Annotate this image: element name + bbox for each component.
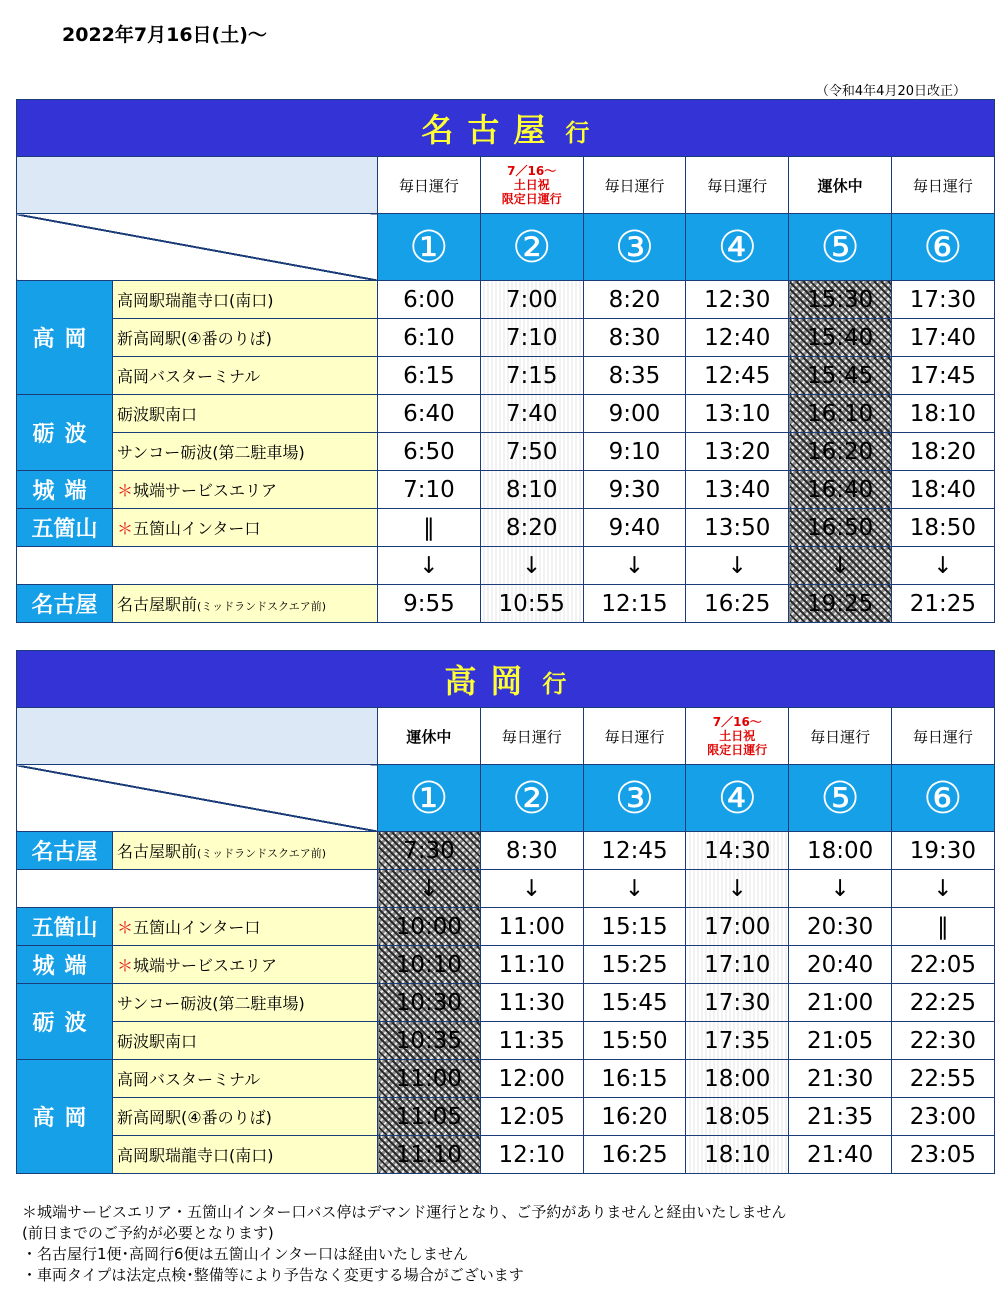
departure-time: 10:10 xyxy=(378,946,481,984)
header-blank xyxy=(17,157,378,214)
stop-label: 名古屋駅前 xyxy=(117,595,198,614)
trip-number-label: ⑤ xyxy=(820,772,860,824)
trip-number-label: ② xyxy=(511,772,552,824)
stop-label: 高岡バスターミナル xyxy=(117,1070,261,1089)
stop-name xyxy=(113,1136,378,1174)
demand-mark: ＊ xyxy=(117,956,134,975)
operation-status-line: 限定日運行 xyxy=(707,743,768,757)
departure-time: 7:40 xyxy=(480,395,583,433)
departure-time: 16:25 xyxy=(686,585,789,623)
departure-time: 16:40 xyxy=(789,471,892,509)
departure-time: 9:40 xyxy=(583,509,686,547)
stop-label: サンコー砺波(第二駐車場) xyxy=(117,994,305,1013)
departure-time: 16:20 xyxy=(789,433,892,471)
operation-status: 毎日運行 xyxy=(583,708,686,765)
departure-time: ↓ xyxy=(583,547,686,585)
departure-time: ↓ xyxy=(789,547,892,585)
departure-time: 19:30 xyxy=(891,832,994,870)
departure-time: 18:10 xyxy=(891,395,994,433)
departure-time: 10:30 xyxy=(378,984,481,1022)
departure-time: 22:05 xyxy=(891,946,994,984)
stop-name xyxy=(113,585,378,623)
departure-time: 11:00 xyxy=(480,908,583,946)
departure-time: 8:20 xyxy=(480,509,583,547)
departure-time: ↓ xyxy=(891,547,994,585)
trip-number-label: ③ xyxy=(614,221,655,273)
departure-time: ↓ xyxy=(686,547,789,585)
stop-name xyxy=(113,946,378,984)
departure-time: ↓ xyxy=(480,870,583,908)
departure-time: 12:05 xyxy=(480,1098,583,1136)
departure-time: 18:50 xyxy=(891,509,994,547)
departure-time: 9:30 xyxy=(583,471,686,509)
timetable-row xyxy=(17,433,995,471)
area-label: 高岡 xyxy=(17,1060,113,1174)
trip-number xyxy=(789,765,892,832)
timetable-row xyxy=(17,832,995,870)
trip-number-label: ① xyxy=(409,772,449,824)
demand-mark: ＊ xyxy=(117,519,134,538)
departure-time: 9:10 xyxy=(583,433,686,471)
departure-time: 12:00 xyxy=(480,1060,583,1098)
operation-status xyxy=(480,157,583,214)
title-destination: 名古屋 xyxy=(421,111,560,149)
departure-time: ↓ xyxy=(480,547,583,585)
area-label: 高岡 xyxy=(17,281,113,395)
trip-number xyxy=(891,765,994,832)
departure-time: 9:55 xyxy=(378,585,481,623)
area-label: 砺波 xyxy=(17,984,113,1060)
area-label: 名古屋 xyxy=(17,585,113,623)
departure-time: 17:30 xyxy=(891,281,994,319)
area-label xyxy=(17,547,378,585)
departure-time: 23:00 xyxy=(891,1098,994,1136)
departure-time: 6:15 xyxy=(378,357,481,395)
note-line: ＊城端サービスエリア・五箇山インター口バス停はデマンド運行となり、ご予約がありませんと経由いたしません xyxy=(22,1203,787,1221)
departure-time: 6:00 xyxy=(378,281,481,319)
demand-mark: ＊ xyxy=(117,481,134,500)
operation-status: 毎日運行 xyxy=(583,157,686,214)
timetable-row xyxy=(17,1098,995,1136)
area-label: 城端 xyxy=(17,471,113,509)
departure-time: 7:30 xyxy=(378,832,481,870)
departure-time: 16:15 xyxy=(583,1060,686,1098)
departure-time: 11:10 xyxy=(378,1136,481,1174)
departure-time: 22:25 xyxy=(891,984,994,1022)
timetable-nagoya-bound xyxy=(16,99,995,623)
title-suffix: 行 xyxy=(565,119,590,147)
departure-time: 20:30 xyxy=(789,908,892,946)
departure-time: 8:35 xyxy=(583,357,686,395)
departure-time: 21:25 xyxy=(891,585,994,623)
departure-time: 16:50 xyxy=(789,509,892,547)
arrow-row xyxy=(17,547,995,585)
timetable-row xyxy=(17,908,995,946)
departure-time: 17:45 xyxy=(891,357,994,395)
header-diagonal xyxy=(17,214,378,281)
trip-number-label: ⑤ xyxy=(820,221,860,273)
timetable-row xyxy=(17,1060,995,1098)
departure-time: 7:00 xyxy=(480,281,583,319)
stop-label: 新高岡駅(④番のりば) xyxy=(117,329,272,348)
departure-time: 18:05 xyxy=(686,1098,789,1136)
trip-number-label: ① xyxy=(409,221,449,273)
departure-time: 6:10 xyxy=(378,319,481,357)
departure-time: 18:10 xyxy=(686,1136,789,1174)
departure-time: ↓ xyxy=(789,870,892,908)
trip-number-label: ③ xyxy=(614,772,655,824)
departure-time: 8:20 xyxy=(583,281,686,319)
departure-time: 12:15 xyxy=(583,585,686,623)
area-label: 砺波 xyxy=(17,395,113,471)
departure-time: 15:40 xyxy=(789,319,892,357)
stop-label: 名古屋駅前 xyxy=(117,842,198,861)
departure-time: 11:05 xyxy=(378,1098,481,1136)
header-blank xyxy=(17,708,378,765)
stop-label: 高岡バスターミナル xyxy=(117,367,261,386)
departure-time: 23:05 xyxy=(891,1136,994,1174)
trip-number xyxy=(583,214,686,281)
stop-name xyxy=(113,1098,378,1136)
departure-time: 8:30 xyxy=(583,319,686,357)
table-title xyxy=(17,100,995,157)
operation-status-line: 限定日運行 xyxy=(501,192,562,206)
stop-name xyxy=(113,281,378,319)
operation-status: 毎日運行 xyxy=(378,157,481,214)
departure-time: 8:10 xyxy=(480,471,583,509)
operation-status: 毎日運行 xyxy=(891,708,994,765)
table-title xyxy=(17,651,995,708)
operation-status: 毎日運行 xyxy=(789,708,892,765)
trip-number xyxy=(480,765,583,832)
timetable-row xyxy=(17,1136,995,1174)
departure-time: 9:00 xyxy=(583,395,686,433)
departure-time: 15:15 xyxy=(583,908,686,946)
timetable-row xyxy=(17,946,995,984)
trip-number xyxy=(378,214,481,281)
departure-time: 15:45 xyxy=(583,984,686,1022)
departure-time: 10:35 xyxy=(378,1022,481,1060)
title-suffix: 行 xyxy=(542,670,567,698)
departure-time: ↓ xyxy=(891,870,994,908)
timetable-row xyxy=(17,1022,995,1060)
stop-name xyxy=(113,1060,378,1098)
departure-time: 16:10 xyxy=(789,395,892,433)
departure-time: 21:40 xyxy=(789,1136,892,1174)
trip-number xyxy=(378,765,481,832)
departure-time: 19:25 xyxy=(789,585,892,623)
departure-time: 10:55 xyxy=(480,585,583,623)
departure-time: 12:45 xyxy=(583,832,686,870)
area-label: 五箇山 xyxy=(17,908,113,946)
footnotes xyxy=(22,1202,786,1286)
departure-time: 13:50 xyxy=(686,509,789,547)
departure-time: 7:10 xyxy=(378,471,481,509)
stop-name xyxy=(113,433,378,471)
departure-time: ↓ xyxy=(583,870,686,908)
stop-label: 高岡駅瑞龍寺口(南口) xyxy=(117,291,274,310)
trip-number-label: ⑥ xyxy=(923,221,963,273)
departure-time: 10:00 xyxy=(378,908,481,946)
stop-label: 高岡駅瑞龍寺口(南口) xyxy=(117,1146,274,1165)
departure-time: 12:40 xyxy=(686,319,789,357)
departure-time: ‖ xyxy=(891,908,994,946)
stop-name xyxy=(113,357,378,395)
note-line: ・名古屋行1便･高岡行6便は五箇山インター口は経由いたしません xyxy=(22,1245,468,1263)
timetable-takaoka-bound xyxy=(16,650,995,1174)
trip-number-label: ⑥ xyxy=(923,772,963,824)
arrow-row xyxy=(17,870,995,908)
trip-number xyxy=(583,765,686,832)
area-label xyxy=(17,870,378,908)
timetable-row xyxy=(17,395,995,433)
departure-time: 18:40 xyxy=(891,471,994,509)
departure-time: 13:20 xyxy=(686,433,789,471)
stop-name xyxy=(113,471,378,509)
note-line: (前日までのご予約が必要となります) xyxy=(22,1224,274,1242)
area-label: 城端 xyxy=(17,946,113,984)
departure-time: 17:30 xyxy=(686,984,789,1022)
operation-status: 毎日運行 xyxy=(480,708,583,765)
departure-time: 13:10 xyxy=(686,395,789,433)
stop-label: 城端サービスエリア xyxy=(133,956,278,975)
stop-name xyxy=(113,908,378,946)
stop-label: 砺波駅南口 xyxy=(117,405,198,424)
departure-time: 17:00 xyxy=(686,908,789,946)
departure-time: 18:20 xyxy=(891,433,994,471)
departure-time: 6:50 xyxy=(378,433,481,471)
stop-label: サンコー砺波(第二駐車場) xyxy=(117,443,305,462)
departure-time: 14:30 xyxy=(686,832,789,870)
trip-number xyxy=(686,765,789,832)
service-start-date: 2022年7月16日(土)〜 xyxy=(62,24,267,46)
trip-number-label: ④ xyxy=(717,772,758,824)
stop-label: 城端サービスエリア xyxy=(133,481,278,500)
stop-name xyxy=(113,395,378,433)
trip-number xyxy=(789,214,892,281)
stop-note: (ミッドランドスクエア前) xyxy=(197,600,327,613)
operation-status: 毎日運行 xyxy=(891,157,994,214)
departure-time: 17:10 xyxy=(686,946,789,984)
departure-time: 15:30 xyxy=(789,281,892,319)
stop-label: 新高岡駅(④番のりば) xyxy=(117,1108,272,1127)
departure-time: ↓ xyxy=(378,547,481,585)
operation-status-line: 7／16〜 xyxy=(712,715,762,729)
departure-time: 12:30 xyxy=(686,281,789,319)
stop-note: (ミッドランドスクエア前) xyxy=(197,847,327,860)
area-label: 五箇山 xyxy=(17,509,113,547)
departure-time: 20:40 xyxy=(789,946,892,984)
departure-time: 6:40 xyxy=(378,395,481,433)
departure-time: 11:00 xyxy=(378,1060,481,1098)
timetable-row xyxy=(17,984,995,1022)
departure-time: 21:35 xyxy=(789,1098,892,1136)
trip-number-label: ④ xyxy=(717,221,758,273)
departure-time: 15:25 xyxy=(583,946,686,984)
departure-time: 17:40 xyxy=(891,319,994,357)
revision-note: （令和4年4月20日改正） xyxy=(815,84,966,99)
operation-status-line: 土日祝 xyxy=(513,178,550,192)
operation-status-line: 土日祝 xyxy=(719,729,756,743)
departure-time: 18:00 xyxy=(686,1060,789,1098)
title-destination: 高岡 xyxy=(444,662,537,700)
departure-time: 15:50 xyxy=(583,1022,686,1060)
stop-label: 五箇山インター口 xyxy=(133,918,261,937)
stop-name xyxy=(113,509,378,547)
departure-time: ‖ xyxy=(378,509,481,547)
area-label: 名古屋 xyxy=(17,832,113,870)
departure-time: 21:00 xyxy=(789,984,892,1022)
timetable-row xyxy=(17,281,995,319)
stop-name xyxy=(113,319,378,357)
departure-time: 16:20 xyxy=(583,1098,686,1136)
departure-time: ↓ xyxy=(378,870,481,908)
header-diagonal xyxy=(17,765,378,832)
trip-number xyxy=(686,214,789,281)
trip-number xyxy=(480,214,583,281)
departure-time: 7:10 xyxy=(480,319,583,357)
departure-time: 17:35 xyxy=(686,1022,789,1060)
timetable-row xyxy=(17,509,995,547)
operation-status: 運休中 xyxy=(789,157,892,214)
operation-status xyxy=(686,708,789,765)
stop-label: 五箇山インター口 xyxy=(133,519,261,538)
trip-number xyxy=(891,214,994,281)
note-line: ・車両タイプは法定点検･整備等により予告なく変更する場合がございます xyxy=(22,1266,524,1284)
departure-time: 21:30 xyxy=(789,1060,892,1098)
stop-name xyxy=(113,1022,378,1060)
departure-time: 18:00 xyxy=(789,832,892,870)
departure-time: 21:05 xyxy=(789,1022,892,1060)
demand-mark: ＊ xyxy=(117,918,134,937)
departure-time: 16:25 xyxy=(583,1136,686,1174)
stop-name xyxy=(113,832,378,870)
departure-time: 7:50 xyxy=(480,433,583,471)
operation-status-line: 7／16〜 xyxy=(507,164,557,178)
departure-time: 12:10 xyxy=(480,1136,583,1174)
timetable-row xyxy=(17,585,995,623)
departure-time: 8:30 xyxy=(480,832,583,870)
departure-time: 22:55 xyxy=(891,1060,994,1098)
operation-status: 毎日運行 xyxy=(686,157,789,214)
departure-time: 11:30 xyxy=(480,984,583,1022)
trip-number-label: ② xyxy=(511,221,552,273)
stop-name xyxy=(113,984,378,1022)
departure-time: 7:15 xyxy=(480,357,583,395)
stop-label: 砺波駅南口 xyxy=(117,1032,198,1051)
departure-time: 11:35 xyxy=(480,1022,583,1060)
departure-time: 12:45 xyxy=(686,357,789,395)
departure-time: 15:45 xyxy=(789,357,892,395)
departure-time: ↓ xyxy=(686,870,789,908)
timetable-row xyxy=(17,357,995,395)
operation-status: 運休中 xyxy=(378,708,481,765)
departure-time: 22:30 xyxy=(891,1022,994,1060)
timetable-row xyxy=(17,319,995,357)
timetable-row xyxy=(17,471,995,509)
departure-time: 13:40 xyxy=(686,471,789,509)
departure-time: 11:10 xyxy=(480,946,583,984)
